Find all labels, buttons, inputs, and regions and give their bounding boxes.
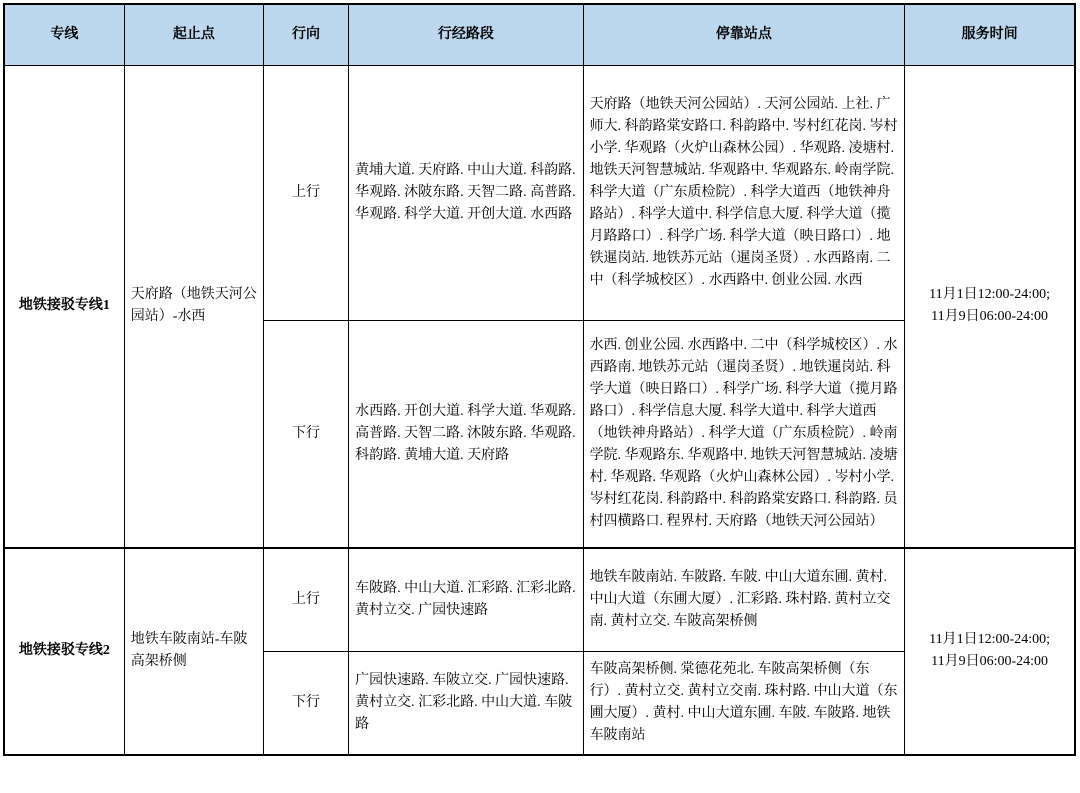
shuttle-line-table [3,3,1076,756]
stops-cell: 水西. 创业公园. 水西路中. 二中（科学城校区）. 水西路南. 地铁苏元站（暹岗圣贤）. 地铁暹岗站. 科学大道（映日路口）. 科学广场. 科学大道（揽月路路口）. 科学信息大厦. 科学大道中. 科学大道西（地铁神舟路站）. 科学大道（广东质检院）. 岭南学院. 华观路东. 华观路中. 地铁天河智慧城站. 凌塘村. 华观路. 华观路（火炉山森林公园）. 岑村小学. 岑村红花岗. 科韵路中. 科韵路棠安路口. 科韵路. 员村四横路口. 程界村. 天府路（地铁天河公园站） [583,321,905,548]
service-time-cell [905,66,1075,548]
service-time-line1: 11月1日12:00-24:00; [929,287,1050,303]
service-time-line1: 11月1日12:00-24:00; [929,632,1050,647]
header-cell-line: 专线 [4,4,124,66]
service-time-line2: 11月9日06:00-24:00 [931,309,1049,325]
stops-cell: 车陂高架桥侧. 棠德花苑北. 车陂高架桥侧（东行）. 黄村立交. 黄村立交南. 珠村路. 中山大道（东圃大厦）. 黄村. 中山大道东圃. 车陂. 车陂路. 地铁车陂南站 [583,652,905,755]
header-cell-endpoints: 起止点 [124,4,263,66]
endpoints-cell: 天府路（地铁天河公园站）-水西 [124,66,263,548]
route-cell: 车陂路. 中山大道. 汇彩路. 汇彩北路. 黄村立交. 广园快速路 [349,548,583,652]
line2-up-row [4,548,1075,652]
header-cell-stops: 停靠站点 [583,4,905,66]
stops-cell: 地铁车陂南站. 车陂路. 车陂. 中山大道东圃. 黄村. 中山大道（东圃大厦）. 汇彩路. 珠村路. 黄村立交南. 黄村立交. 车陂高架桥侧 [583,548,905,652]
stops-cell: 天府路（地铁天河公园站）. 天河公园站. 上社. 广师大. 科韵路棠安路口. 科韵路中. 岑村红花岗. 岑村小学. 华观路（火炉山森林公园）. 华观路. 凌塘村. 地铁天河智慧城站. 华观路中. 华观路东. 岭南学院. 科学大道（广东质检院）. 科学大道西（地铁神舟路站）. 科学大道中. 科学信息大厦. 科学大道（揽月路路口）. 科学广场. 科学大道（映日路口）. 地铁暹岗站. 地铁苏元站（暹岗圣贤）. 水西路南. 二中（科学城校区）. 水西路中. 创业公园. 水西 [583,66,905,321]
route-cell: 黄埔大道. 天府路. 中山大道. 科韵路. 华观路. 沐陂东路. 天智二路. 高普路. 华观路. 科学大道. 开创大道. 水西路 [349,66,583,321]
header-cell-service-time: 服务时间 [905,4,1075,66]
header-cell-route: 行经路段 [349,4,583,66]
service-time-line2: 11月9日06:00-24:00 [931,654,1049,669]
direction-cell: 上行 [263,66,348,321]
endpoints-cell: 地铁车陂南站-车陂高架桥侧 [124,548,263,755]
line-name-cell: 地铁接驳专线1 [4,66,124,548]
header-cell-direction: 行向 [263,4,348,66]
direction-cell: 上行 [263,548,348,652]
route-cell: 水西路. 开创大道. 科学大道. 华观路. 高普路. 天智二路. 沐陂东路. 华观路. 科韵路. 黄埔大道. 天府路 [349,321,583,548]
table-header-row [4,4,1075,66]
service-time-cell [905,548,1075,755]
line-name-cell: 地铁接驳专线2 [4,548,124,755]
direction-cell: 下行 [263,652,348,755]
route-cell: 广园快速路. 车陂立交. 广园快速路. 黄村立交. 汇彩北路. 中山大道. 车陂路 [349,652,583,755]
direction-cell: 下行 [263,321,348,548]
line1-up-row [4,66,1075,321]
